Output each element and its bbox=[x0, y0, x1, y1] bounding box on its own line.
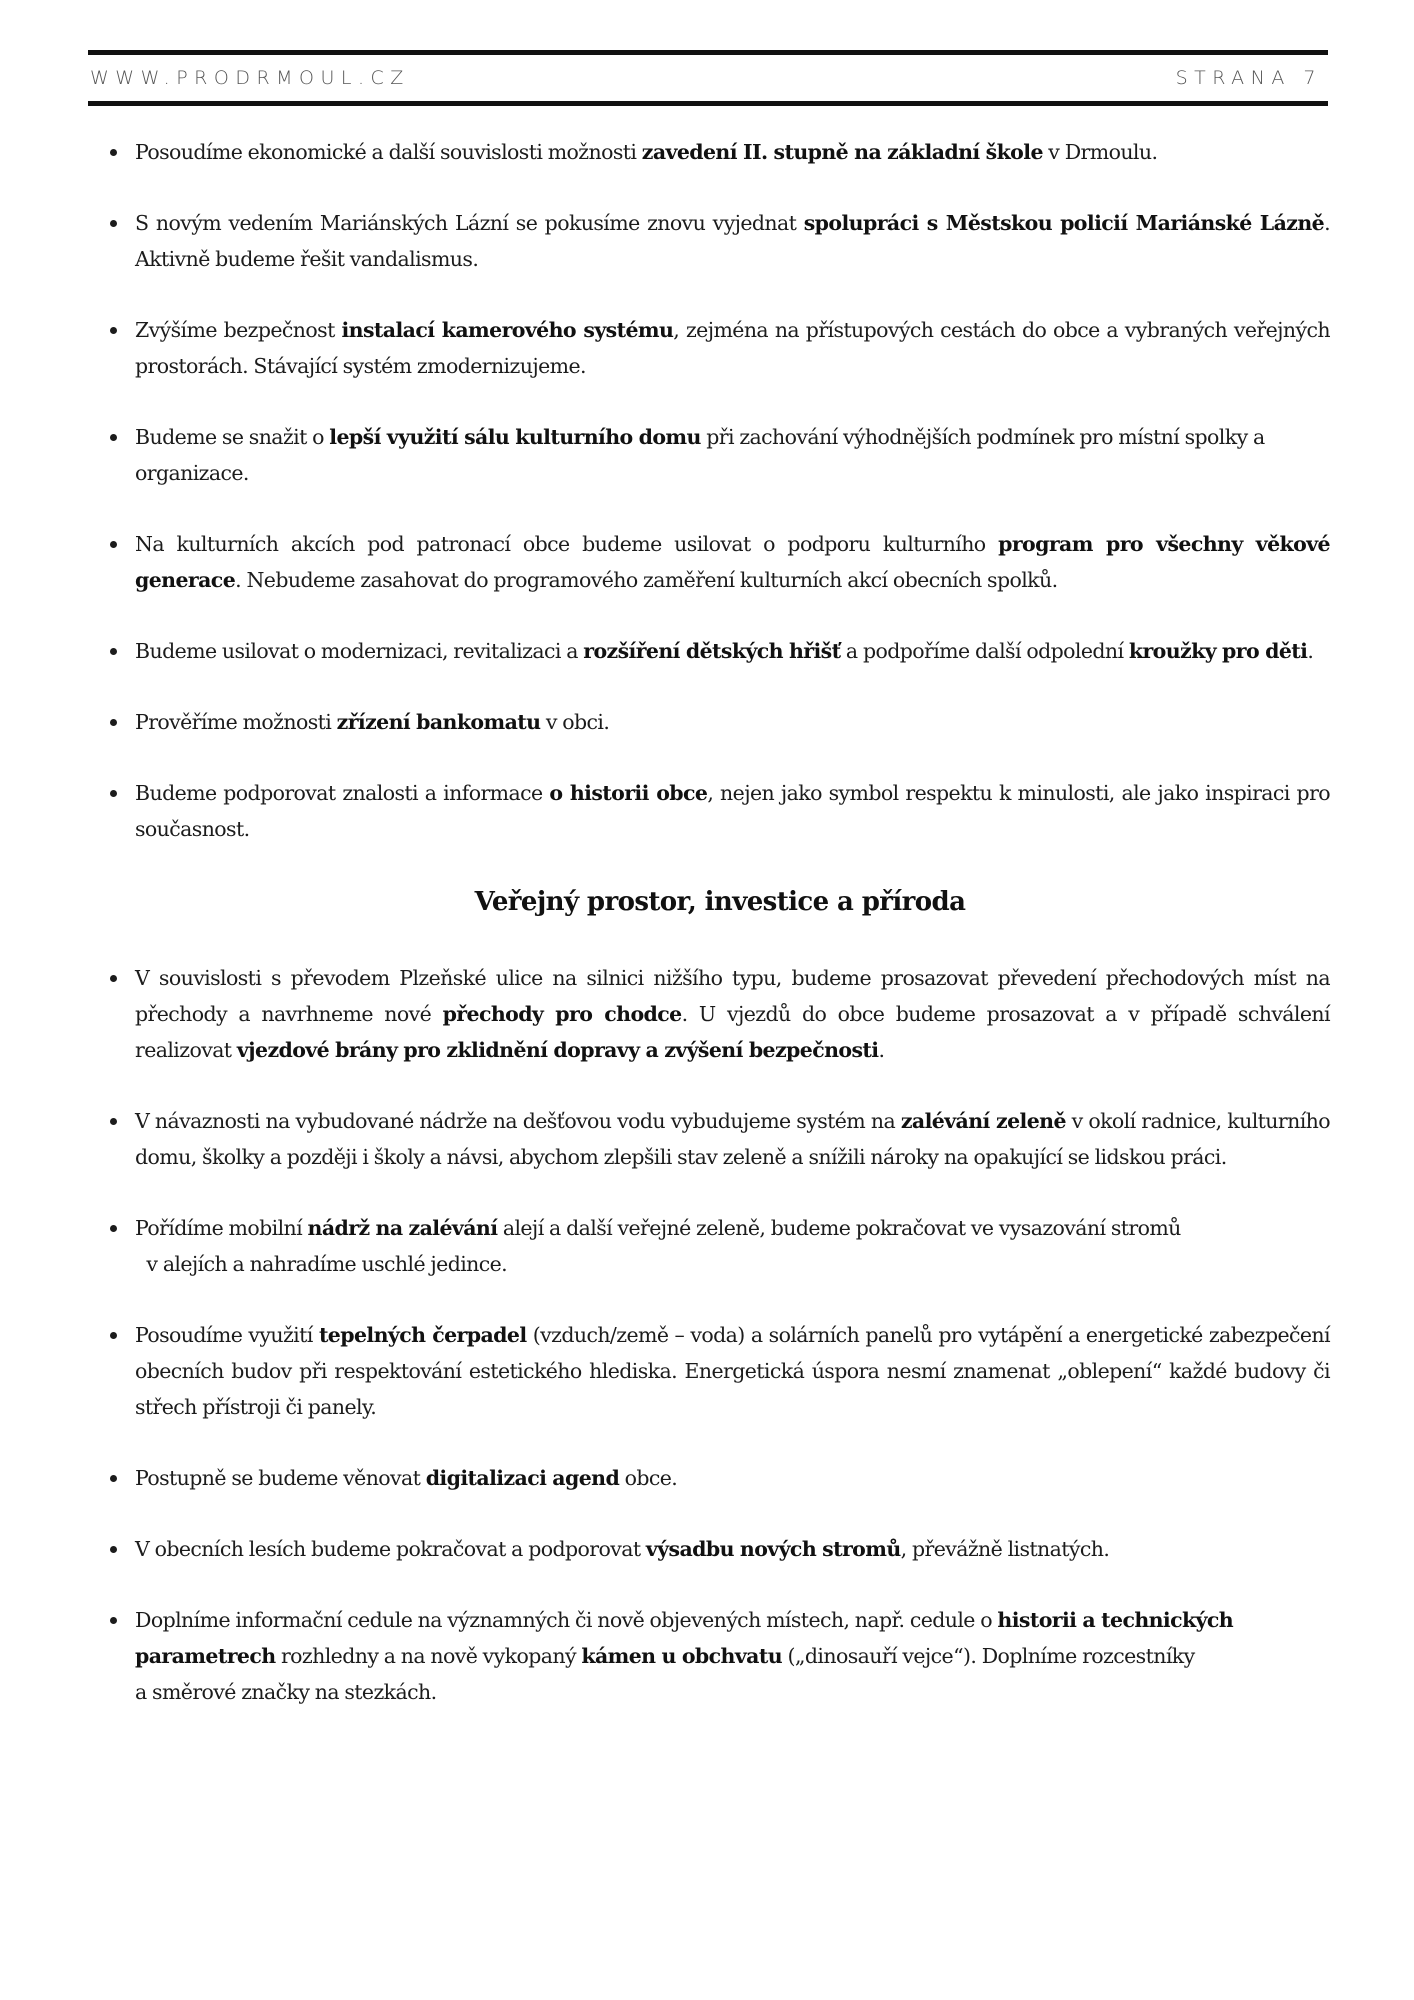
list-item: V návaznosti na vybudované nádrže na dešťovou vodu vybudujeme systém na zalévání zeleně v okolí radnice, kulturního domu, školky a později i školy a návsi, abychom zlepšili stav zeleně a snížili nároky na opakující se lidskou práci. bbox=[110, 1103, 1330, 1175]
page-header bbox=[88, 50, 1328, 106]
header-row bbox=[88, 55, 1328, 101]
bullet-icon bbox=[110, 541, 117, 548]
bullet-list-community bbox=[110, 134, 1330, 847]
bullet-icon bbox=[110, 1546, 117, 1553]
section-heading: Veřejný prostor, investice a příroda bbox=[474, 887, 966, 917]
emphasis: zalévání zeleně bbox=[900, 1109, 1066, 1133]
bullet-icon bbox=[110, 220, 117, 227]
emphasis: vjezdové brány pro zklidnění dopravy a zvýšení bezpečnosti bbox=[236, 1038, 879, 1062]
list-item: V obecních lesích budeme pokračovat a podporovat výsadbu nových stromů, převážně listnatých. bbox=[110, 1531, 1330, 1567]
list-item: Na kulturních akcích pod patronací obce budeme usilovat o podporu kulturního program pro všechny věkové generace. Nebudeme zasahovat do programového zaměření kulturních akcí obecních spolků. bbox=[110, 526, 1330, 598]
list-item: S novým vedením Mariánských Lázní se pokusíme znovu vyjednat spolupráci s Městskou policií Mariánské Lázně. Aktivně budeme řešit vandalismus. bbox=[110, 205, 1330, 277]
emphasis: instalací kamerového systému bbox=[341, 318, 674, 342]
bullet-icon bbox=[110, 1332, 117, 1339]
emphasis: zavedení II. stupně na základní škole bbox=[641, 140, 1043, 164]
header-bottom-rule bbox=[88, 101, 1328, 106]
list-item: Postupně se budeme věnovat digitalizaci agend obce. bbox=[110, 1460, 1330, 1496]
list-item: Prověříme možnosti zřízení bankomatu v obci. bbox=[110, 704, 1330, 740]
emphasis: o historii obce bbox=[549, 781, 708, 805]
emphasis: rozšíření dětských hřišť bbox=[583, 639, 841, 663]
emphasis: přechody pro chodce bbox=[442, 1002, 682, 1026]
list-item: Doplníme informační cedule na významných či nově objevených místech, např. cedule o historii a technických parametrech rozhledny a na nově vykopaný kámen u obchvatu („dinosauří vejce“). Doplníme rozcestníky a směrové značky na stezkách. bbox=[110, 1602, 1330, 1710]
bullet-icon bbox=[110, 719, 117, 726]
list-item: Posoudíme využití tepelných čerpadel (vzduch/země – voda) a solárních panelů pro vytápění a energetické zabezpečení obecních budov při respektování estetického hlediska. Energetická úspora nesmí znamenat „oblepení“ každé budovy či střech přístroji či panely. bbox=[110, 1317, 1330, 1425]
bullet-icon bbox=[110, 1118, 117, 1125]
list-item: Budeme podporovat znalosti a informace o historii obce, nejen jako symbol respektu k minulosti, ale jako inspiraci pro současnost. bbox=[110, 775, 1330, 847]
bullet-list-public-space bbox=[110, 960, 1330, 1710]
list-item: Posoudíme ekonomické a další souvislosti možnosti zavedení II. stupně na základní škole v Drmoulu. bbox=[110, 134, 1330, 170]
list-item: Pořídíme mobilní nádrž na zalévání alejí a další veřejné zeleně, budeme pokračovat ve vysazování stromů v alejích a nahradíme uschlé jedince. bbox=[110, 1210, 1330, 1282]
emphasis: výsadbu nových stromů bbox=[645, 1537, 901, 1561]
bullet-icon bbox=[110, 790, 117, 797]
bullet-icon bbox=[110, 975, 117, 982]
list-item: V souvislosti s převodem Plzeňské ulice na silnici nižšího typu, budeme prosazovat převedení přechodových míst na přechody a navrhneme nové přechody pro chodce. U vjezdů do obce budeme prosazovat a v případě schválení realizovat vjezdové brány pro zklidnění dopravy a zvýšení bezpečnosti. bbox=[110, 960, 1330, 1068]
emphasis: kámen u obchvatu bbox=[581, 1644, 783, 1668]
emphasis: lepší využití sálu kulturního domu bbox=[329, 425, 701, 449]
list-item: Zvýšíme bezpečnost instalací kamerového systému, zejména na přístupových cestách do obce a vybraných veřejných prostorách. Stávající systém zmodernizujeme. bbox=[110, 312, 1330, 384]
website-url[interactable]: WWW.PRODRMOUL.CZ bbox=[90, 67, 410, 89]
bullet-icon bbox=[110, 149, 117, 156]
emphasis: historii a technických parametrech bbox=[135, 1608, 1234, 1668]
emphasis: tepelných čerpadel bbox=[318, 1323, 527, 1347]
emphasis: spolupráci s Městskou policií Mariánské Lázně bbox=[803, 211, 1325, 235]
emphasis: nádrž na zalévání bbox=[307, 1216, 498, 1240]
bullet-icon bbox=[110, 1225, 117, 1232]
bullet-icon bbox=[110, 1617, 117, 1624]
page-number: STRANA 7 bbox=[1175, 67, 1322, 89]
emphasis: digitalizaci agend bbox=[425, 1466, 620, 1490]
emphasis: zřízení bankomatu bbox=[336, 710, 541, 734]
bullet-icon bbox=[110, 434, 117, 441]
bullet-icon bbox=[110, 1475, 117, 1482]
bullet-icon bbox=[110, 648, 117, 655]
list-item: Budeme se snažit o lepší využití sálu kulturního domu při zachování výhodnějších podmínek pro místní spolky a organizace. bbox=[110, 419, 1330, 491]
emphasis: program pro všechny věkové generace bbox=[135, 532, 1330, 592]
list-item: Budeme usilovat o modernizaci, revitalizaci a rozšíření dětských hřišť a podpoříme další odpolední kroužky pro děti. bbox=[110, 633, 1330, 669]
emphasis: kroužky pro děti bbox=[1128, 639, 1308, 663]
bullet-icon bbox=[110, 327, 117, 334]
document-body bbox=[110, 134, 1330, 1745]
